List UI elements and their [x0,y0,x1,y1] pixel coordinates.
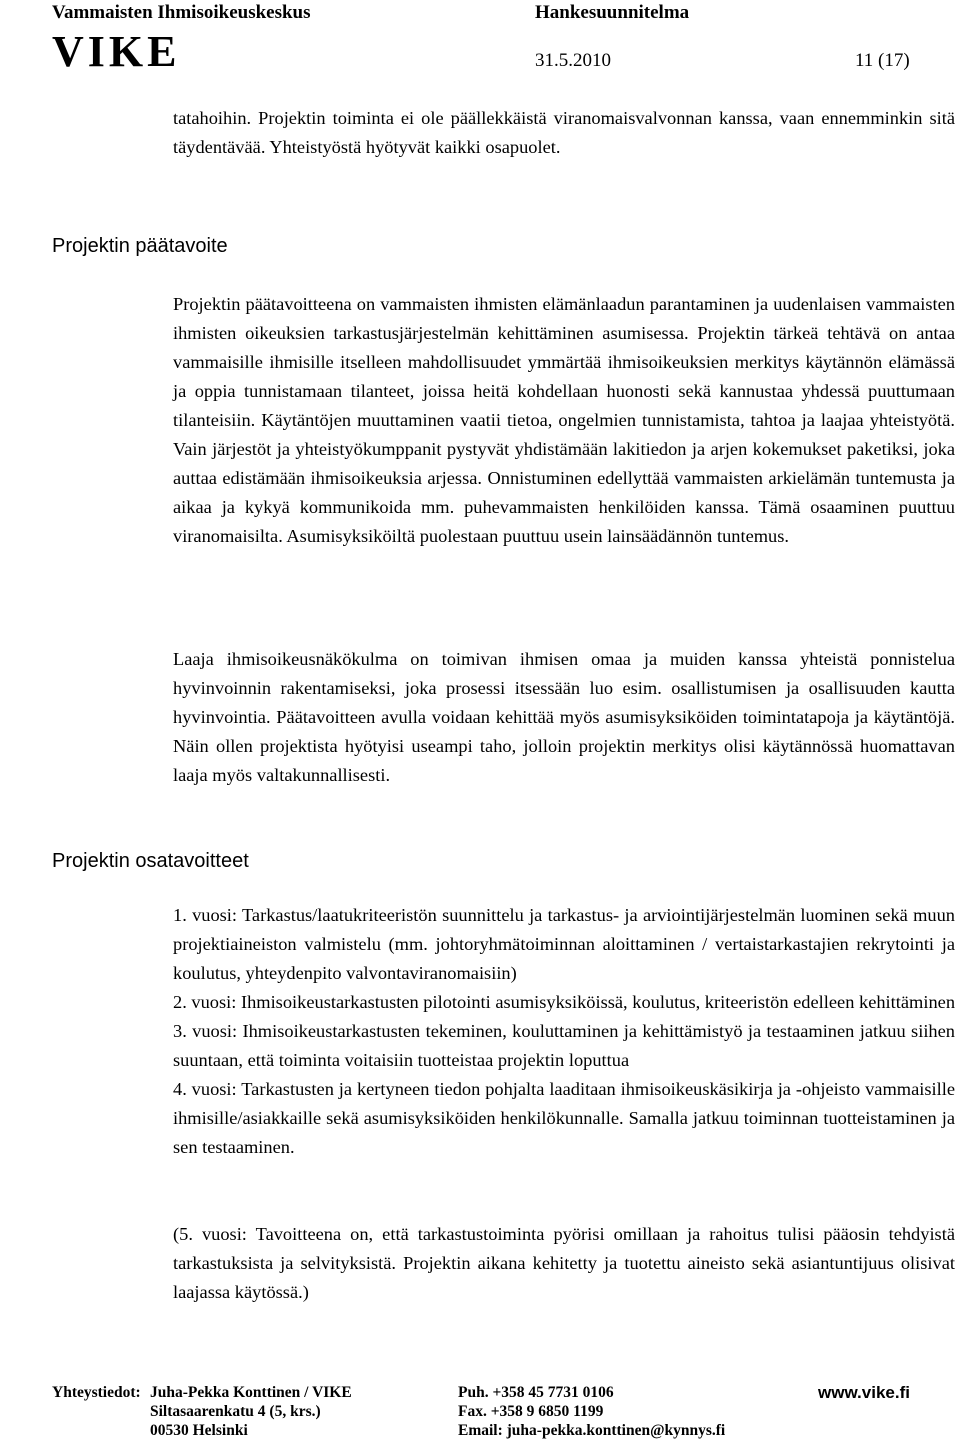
footer-city: 00530 Helsinki [150,1422,248,1439]
footer-contact-name: Juha-Pekka Konttinen / VIKE [150,1384,352,1401]
section-heading-main-goal: Projektin päätavoite [52,235,228,257]
footer-phone-block [458,1383,725,1440]
footer-contact-label: Yhteystiedot: [52,1384,141,1401]
main-goal-paragraph-1: Projektin päätavoitteena on vammaisten ihmisten elämänlaadun parantaminen ja uudenlaisen vammaisten ihmisten oikeuksien tarkastusjärjestelmän kehittäminen asumisessa. Projektin tärkeä tehtävä on antaa vammaisille ihmisille itselleen mahdollisuudet ymmärtää ihmisoikeuksien merkitys käytännön elämässä ja oppia tunnistamaan tilanteet, joissa heitä kohdellaan huonosti sekä kannustaa yhdessä puuttumaan tilanteisiin. Käytäntöjen muuttaminen vaatii tietoa, ongelmien tunnistamista, tahtoa ja laajaa yhteistyötä. Vain järjestöt ja yhteistyökumppanit pystyvät yhdistämään lakitiedon ja arjen kokemukset paketiksi, joka auttaa edistämään ihmisoikeuksia arjessa. Onnistuminen edellyttää vammaisten arkielämän tuntemusta ja aikaa ja kykyä kommunikoida mm. puhevammaisten henkilöiden kanssa. Tämä osaaminen puuttuu viranomaisilta. Asumisyksiköiltä puolestaan puuttuu usein lainsäädännön tuntemus. [173,294,955,546]
footer-email[interactable]: Email: juha-pekka.konttinen@kynnys.fi [458,1422,726,1439]
footer-address [150,1383,352,1440]
sub-goal-year-4: 4. vuosi: Tarkastusten ja kertyneen tiedon pohjalta laaditaan ihmisoikeuskäsikirja ja -ohjeisto vammaisille ihmisille/asiakkaille sekä asumisyksiköiden henkilökunnalle. Samalla jatkuu toiminnan tuotteistaminen ja sen testaaminen. [173,1079,955,1157]
footer-website-link[interactable]: www.vike.fi [818,1383,910,1402]
footer-fax: Fax. +358 9 6850 1199 [458,1403,604,1420]
page-number: 11 (17) [855,50,910,71]
header-document-type: Hankesuunnitelma [535,2,690,23]
sub-goal-year-1: 1. vuosi: Tarkastus/laatukriteeristön suunnittelu ja tarkastus- ja arviointijärjestelmän luominen sekä muun projektiaineiston valmistelu (mm. johtoryhmätoiminnan aloittaminen / vertaistarkastajien rekrytointi ja koulutus, yhteydenpito valvontaviranomaisiin) [173,905,955,983]
sub-goals-list [173,901,955,1162]
footer-phone: Puh. +358 45 7731 0106 [458,1384,614,1401]
vike-logo: VIKE [52,27,181,76]
section-heading-sub-goals: Projektin osatavoitteet [52,850,249,872]
footer-street: Siltasaarenkatu 4 (5, krs.) [150,1403,321,1420]
intro-paragraph: tatahoihin. Projektin toiminta ei ole päällekkäistä viranomaisvalvonnan kanssa, vaan ennemminkin sitä täydentävää. Yhteistyöstä hyötyvät kaikki osapuolet. [173,108,955,157]
main-goal-paragraph-2: Laaja ihmisoikeusnäkökulma on toimivan ihmisen omaa ja muiden kanssa yhteistä ponnistelua hyvinvoinnin rakentamiseksi, joka prosessi itsessään luo esim. osallistumisen ja osallisuuden kautta hyvinvointia. Päätavoitteen avulla voidaan kehittää myös asumisyksiköiden toimintatapoja ja käytäntöjä. Näin ollen projektista hyötyisi useampi taho, jolloin projektin merkitys olisi käytännössä huomattavan laaja myös valtakunnallisesti. [173,649,955,785]
header-date: 31.5.2010 [535,50,611,71]
header-organization: Vammaisten Ihmisoikeuskeskus [52,2,311,23]
sub-goal-year-3: 3. vuosi: Ihmisoikeustarkastusten tekeminen, kouluttaminen ja kehittämistyö ja testaaminen jatkuu siihen suuntaan, että toiminta voitaisiin tuotteistaa projektin loputtua [173,1021,955,1070]
sub-goal-year-2: 2. vuosi: Ihmisoikeustarkastusten pilotointi asumisyksiköissä, koulutus, kriteeristön edelleen kehittäminen [173,992,956,1012]
sub-goal-year-5-note: (5. vuosi: Tavoitteena on, että tarkastustoiminta pyörisi omillaan ja rahoitus tulisi pääosin tehdyistä tarkastuksista ja selvityksistä. Projektin aikana kehitetty ja tuotettu aineisto sekä asiantuntijuus olisivat laajassa käytössä.) [173,1224,955,1302]
